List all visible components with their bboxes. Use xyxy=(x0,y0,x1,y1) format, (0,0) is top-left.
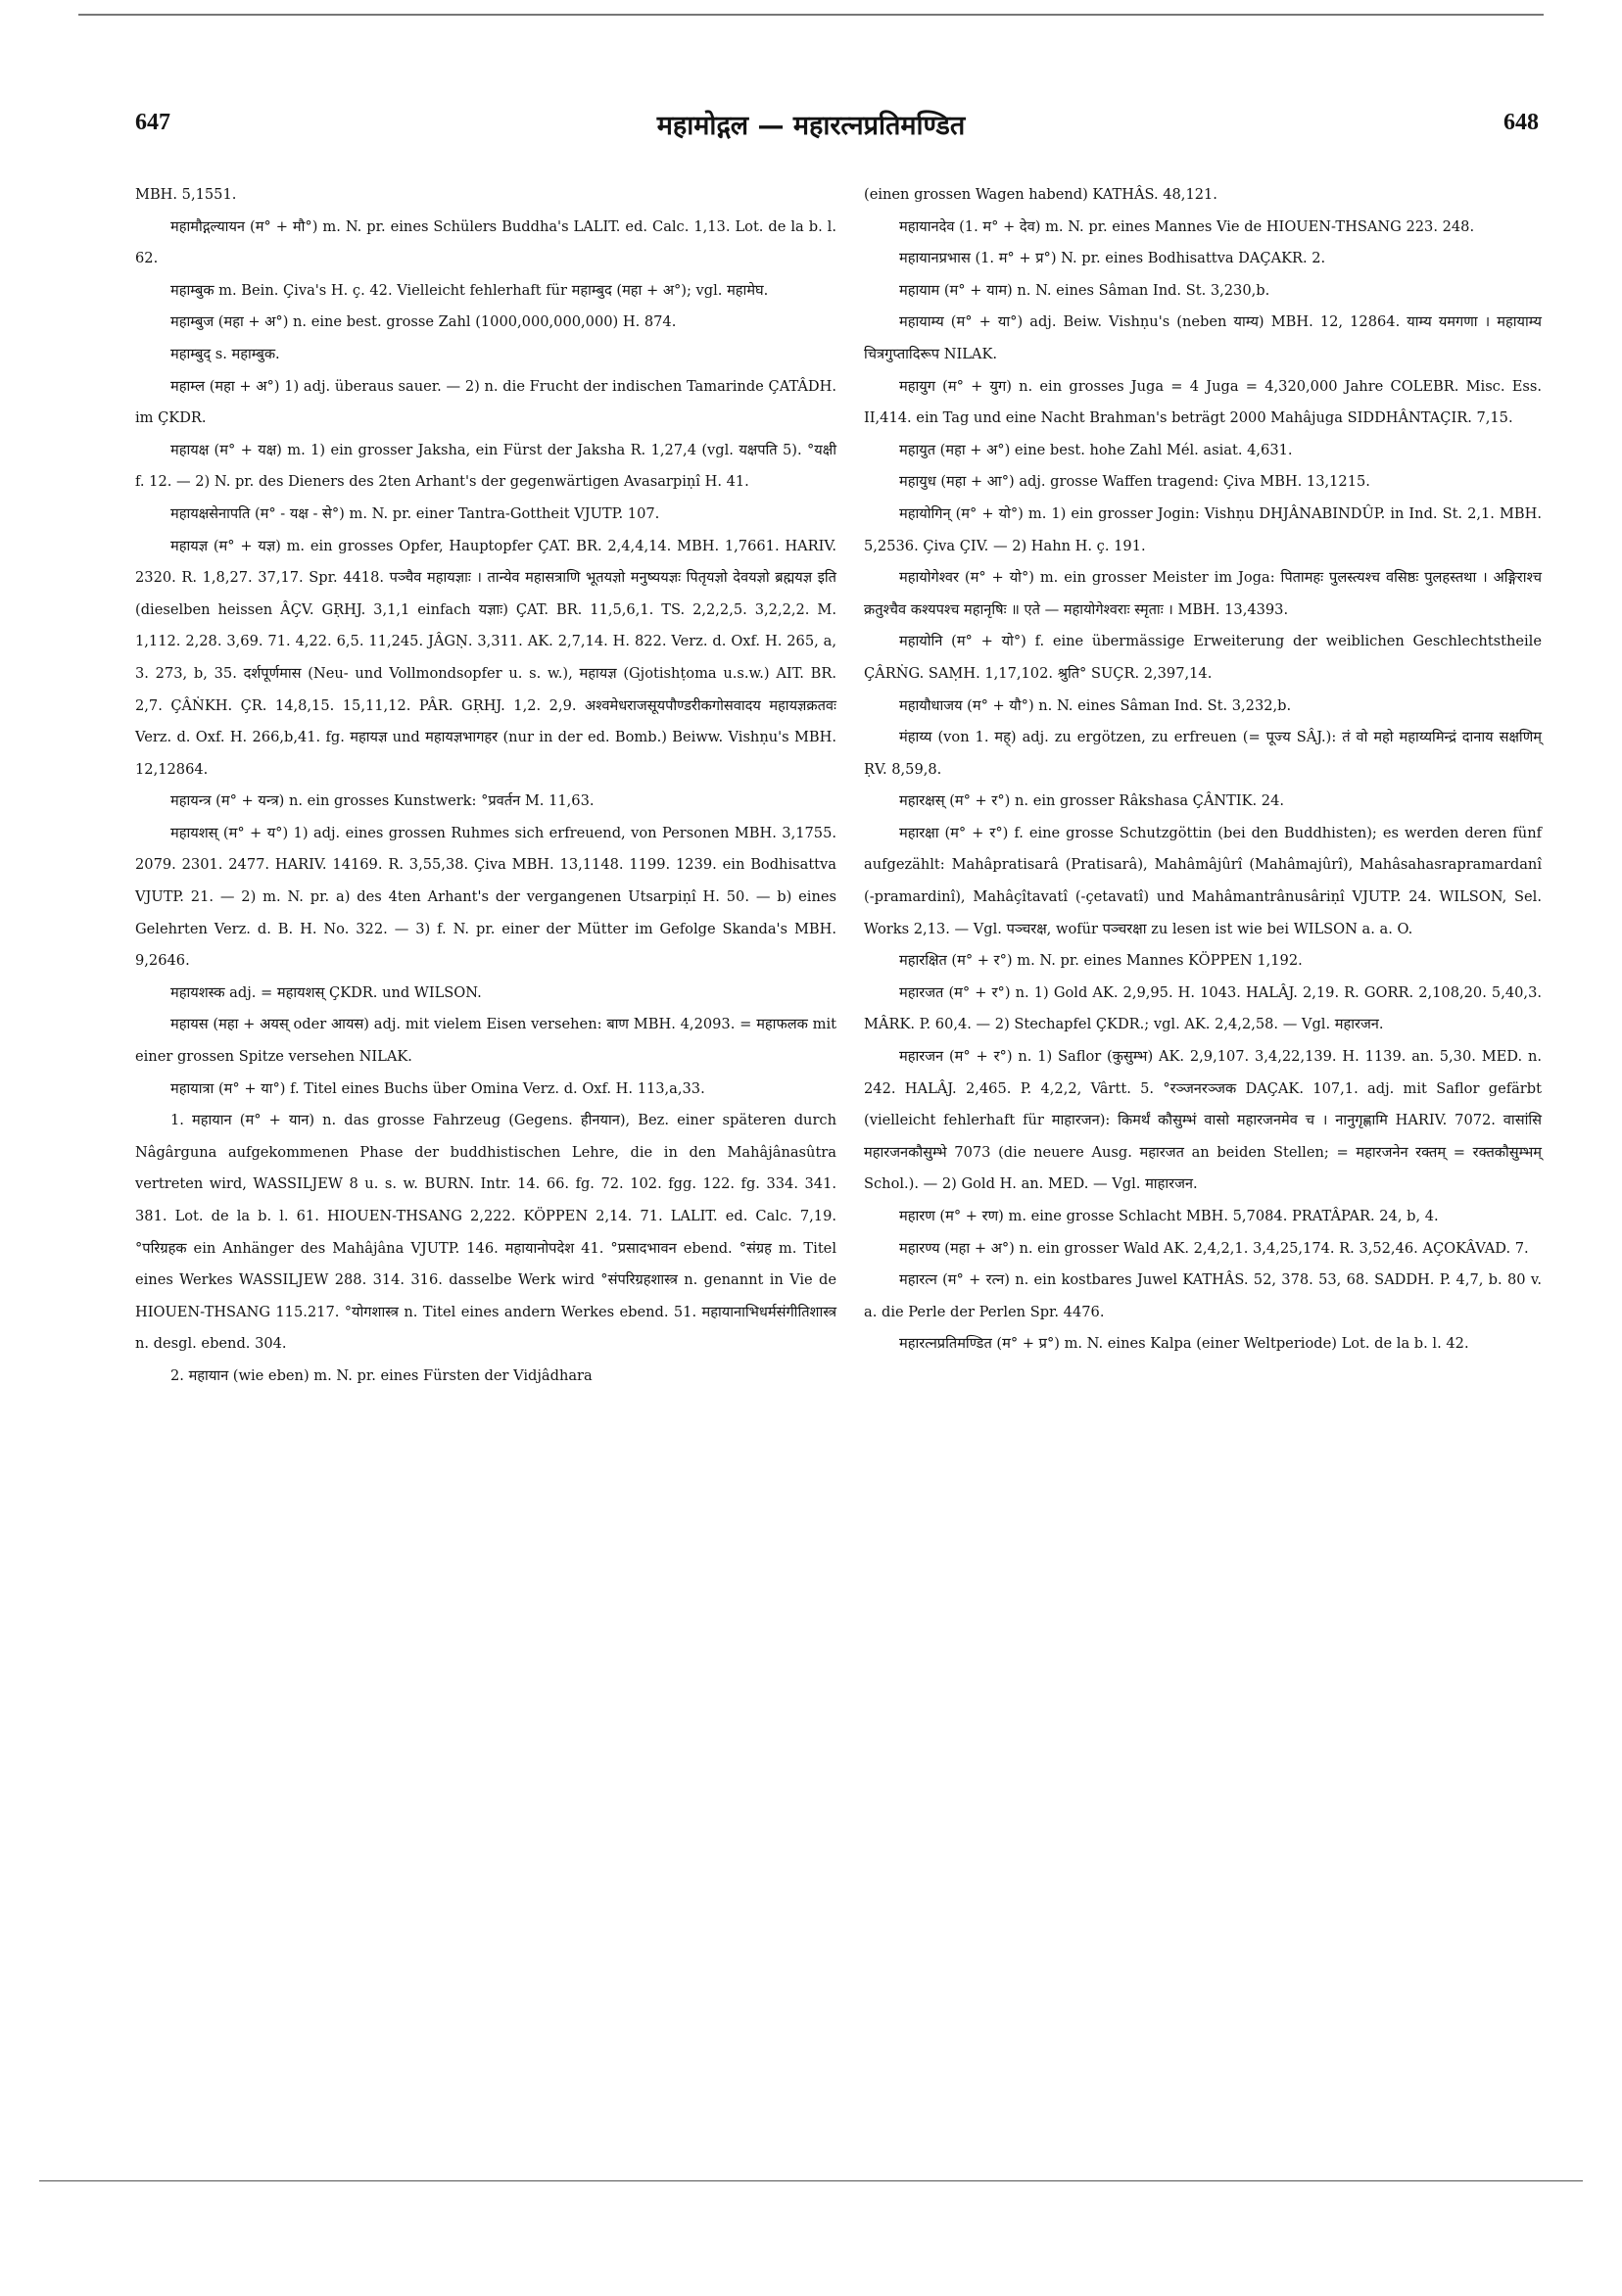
entry-continuation: MBH. 5,1551. xyxy=(135,186,237,203)
entry: मंहाय्य (von 1. मह्) adj. zu ergötzen, zu erfreuen (= पूज्य SÂJ.): तं वो महो महाय्यमिन्द्रं दानाय सक्षणिम् ṚV. 8,59,8. xyxy=(864,729,1542,778)
entry: महायोगिन् (म° + यो°) m. 1) ein grosser Jogin: Vishṇu DHJÂNABINDÛP. in Ind. St. 2,1. MBH. 5,2536. Çiva ÇIV. — 2) Hahn H. ç. 191. xyxy=(864,504,1542,554)
entry: महारजत (म° + र°) n. 1) Gold AK. 2,9,95. H. 1043. HALÂJ. 2,19. R. GORR. 2,108,20. 5,40,3. MÂRK. P. 60,4. — 2) Stechapfel ÇKDR.; vgl. AK. 2,4,2,58. — Vgl. महारजन. xyxy=(864,983,1542,1033)
entry: महाम्बुक m. Bein. Çiva's H. ç. 42. Vielleicht fehlerhaft für महाम्बुद (महा + अ°); vgl. महामेघ. xyxy=(170,281,769,299)
entry: महाम्बुद् s. महाम्बुक. xyxy=(170,345,280,362)
entry: महायन्त्र (म° + यन्त्र) n. ein grosses Kunstwerk: °प्रवर्तन M. 11,63. xyxy=(170,792,595,810)
entry: महायुत (महा + अ°) eine best. hohe Zahl Mél. asiat. 4,631. xyxy=(899,441,1293,458)
entry: महायशस् (म° + य°) 1) adj. eines grossen Ruhmes sich erfreuend, von Personen MBH. 3,1755. 2079. 2301. 2477. HARIV. 14169. R. 3,55,38. Çiva MBH. 13,1148. 1199. 1239. ein Bodhisattva VJUTP. 21. — 2) m. N. pr. a) des 4ten Arhant's der vergangenen Utsarpiṇî H. 50. — b) eines Gelehrten Verz. d. B. H. No. 322. — 3) f. N. pr. einer der Mütter im Gefolge Skanda's MBH. 9,2646. xyxy=(135,824,836,970)
entry: महायोगेश्वर (म° + यो°) m. ein grosser Meister im Joga: पितामहः पुलस्त्यश्च वसिष्ठः पुलहस्तथा । अङ्गिराश्च क्रतुश्चैव कश्यपश्च महानृषिः ॥ एते — महायोगेश्वराः स्मृताः । MBH. 13,4393. xyxy=(864,569,1542,618)
entry: महायक्षसेनापति (म° - यक्ष - से°) m. N. pr. einer Tantra-Gottheit VJUTP. 107. xyxy=(170,504,660,522)
entry: महारक्षा (म° + र°) f. eine grosse Schutzgöttin (bei den Buddhisten); es werden deren fünf aufgezählt: Mahâpratisarâ (Pratisarâ), Mahâmâjûrî (Mahâmajûrî), Mahâsahasrapramardanî (-pramardinî), Mahâçîtavatî (-çetavatî) und Mahâmantrânusâriṇî VJUTP. 24. WILSON, Sel. Works 2,13. — Vgl. पञ्चरक्ष, wofür पञ्चरक्षा zu lesen ist wie bei WILSON a. a. O. xyxy=(864,824,1542,937)
page-header xyxy=(0,106,1622,149)
entry: महायाम (म° + याम) n. N. eines Sâman Ind. St. 3,230,b. xyxy=(899,281,1270,299)
entry: महारण्य (महा + अ°) n. ein grosser Wald AK. 2,4,2,1. 3,4,25,174. R. 3,52,46. AÇOKÂVAD. 7. xyxy=(899,1239,1529,1257)
entry: महायात्रा (म° + या°) f. Titel eines Buchs über Omina Verz. d. Oxf. H. 113,a,33. xyxy=(170,1079,705,1097)
entry: महायशस्क adj. = महायशस् ÇKDR. und WILSON. xyxy=(170,983,482,1001)
entry: महायोनि (म° + यो°) f. eine übermässige Erweiterung der weiblichen Geschlechtstheile ÇÂRṄG. SAṂH. 1,17,102. श्रुति° SUÇR. 2,397,14. xyxy=(864,633,1542,682)
entry-continuation: (einen grossen Wagen habend) KATHÂS. 48,121. xyxy=(864,186,1217,203)
entry: 2. महायान (wie eben) m. N. pr. eines Fürsten der Vidjâdhara xyxy=(170,1366,593,1384)
right-page-number: 648 xyxy=(1503,110,1539,135)
entry: महारण (म° + रण) m. eine grosse Schlacht MBH. 5,7084. PRATÂPAR. 24, b, 4. xyxy=(899,1208,1439,1224)
entry: महायस (महा + अयस् oder आयस) adj. mit vielem Eisen versehen: बाण MBH. 4,2093. = महाफलक mit einer grossen Spitze versehen NILAK. xyxy=(135,1016,836,1066)
top-rule xyxy=(78,14,1544,16)
entry: महायज्ञ (म° + यज्ञ) m. ein grosses Opfer, Hauptopfer ÇAT. BR. 2,4,4,14. MBH. 1,7661. HARIV. 2320. R. 1,8,27. 37,17. Spr. 4418. पञ्चैव महायज्ञाः । तान्येव महासत्राणि भूतयज्ञो मनुष्ययज्ञः पितृयज्ञो देवयज्ञो ब्रह्मयज्ञ इति (dieselben heissen ÂÇV. GṚHJ. 3,1,1 einfach यज्ञाः) ÇAT. BR. 11,5,6,1. TS. 2,2,2,5. 3,2,2,2. M. 1,112. 2,28. 3,69. 71. 4,22. 6,5. 11,245. JÂGṆ. 3,311. AK. 2,7,14. H. 822. Verz. d. Oxf. H. 265, a, 3. 273, b, 35. दर्शपूर्णमास (Neu- und Vollmondsopfer u. s. w.), महायज्ञ (Gjotishṭoma u.s.w.) AIT. BR. 2,7. ÇÂṄKH. ÇR. 14,8,15. 15,11,12. PÂR. GṚHJ. 1,2. 2,9. अश्वमेधराजसूयपौण्डरीकगोसवादय महायज्ञक्रतवः Verz. d. Oxf. H. 266,b,41. fg. महायज्ञ und महायज्ञभागहर (nur in der ed. Bomb.) Beiww. Vishṇu's MBH. 12,12864. xyxy=(135,537,836,778)
entry: महाम्बुज (महा + अ°) n. eine best. grosse Zahl (1000,000,000,000) H. 874. xyxy=(170,313,677,331)
entry: महायानदेव (1. म° + देव) m. N. pr. eines Mannes Vie de HIOUEN-THSANG 223. 248. xyxy=(899,217,1475,235)
entry: महायक्ष (म° + यक्ष) m. 1) ein grosser Jaksha, ein Fürst der Jaksha R. 1,27,4 (vgl. यक्षपति 5). °यक्षी f. 12. — 2) N. pr. des Dieners des 2ten Arhant's der gegenwärtigen Avasarpiṇî H. 41. xyxy=(135,441,836,491)
bottom-rule xyxy=(39,2180,1583,2181)
entry: महायुध (महा + आ°) adj. grosse Waffen tragend: Çiva MBH. 13,1215. xyxy=(899,473,1370,491)
entry: महामौद्गल्यायन (म° + मौ°) m. N. pr. eines Schülers Buddha's LALIT. ed. Calc. 1,13. Lot. de la b. l. 62. xyxy=(135,217,836,267)
right-column xyxy=(864,179,1542,1361)
entry: महाम्ल (महा + अ°) 1) adj. überaus sauer. — 2) n. die Frucht der indischen Tamarinde ÇATÂDH. im ÇKDR. xyxy=(135,377,836,427)
entry: महायौधाजय (म° + यौ°) n. N. eines Sâman Ind. St. 3,232,b. xyxy=(899,696,1292,714)
entry: 1. महायान (म° + यान) n. das grosse Fahrzeug (Gegens. हीनयान), Bez. einer späteren durch Nâgârguna aufgekommenen Phase der buddhistischen Lehre, die in den Mahâjânasûtra vertreten wird, WASSILJEW 8 u. s. w. BURN. Intr. 14. 66. fg. 72. 102. fgg. 122. fg. 334. 341. 381. Lot. de la b. l. 61. HIOUEN-THSANG 2,222. KÖPPEN 2,14. 71. LALIT. ed. Calc. 7,19. °परिग्रहक ein Anhänger des Mahâjâna VJUTP. 146. महायानोपदेश 41. °प्रसादभावन ebend. °संग्रह m. Titel eines Werkes WASSILJEW 288. 314. 316. dasselbe Werk wird °संपरिग्रहशास्त्र n. genannt in Vie de HIOUEN-THSANG 115.217. °योगशास्त्र n. Titel eines andern Werkes ebend. 51. महायानाभिधर्मसंगीतिशास्त्र n. desgl. ebend. 304. xyxy=(135,1112,836,1353)
entry: महारजन (म° + र°) n. 1) Saflor (कुसुम्भ) AK. 2,9,107. 3,4,22,139. H. 1139. an. 5,30. MED. n. 242. HALÂJ. 2,465. P. 4,2,2, Vârtt. 5. °रञ्जनरञ्जक DAÇAK. 107,1. adj. mit Saflor gefärbt (vielleicht fehlerhaft für माहारजन): किमर्थं कौसुम्भं वासो महारजनमेव च । नानुगृह्णामि HARIV. 7072. वासांसि महारजनकौसुम्भे 7073 (die neuere Ausg. महारजत an beiden Stellen; = महारजनेन रक्तम् = रक्तकौसुम्भम् Schol.). — 2) Gold H. an. MED. — Vgl. माहारजन. xyxy=(864,1048,1542,1193)
entry: महारत्नप्रतिमण्डित (म° + प्र°) m. N. eines Kalpa (einer Weltperiode) Lot. de la b. l. 42. xyxy=(899,1335,1469,1353)
entry: महारक्षित (म° + र°) m. N. pr. eines Mannes KÖPPEN 1,192. xyxy=(899,952,1303,970)
entry: महायुग (म° + युग) n. ein grosses Juga = 4 Juga = 4,320,000 Jahre COLEBR. Misc. Ess. II,414. ein Tag und eine Nacht Brahman's beträgt 2000 Mahâjuga SIDDHÂNTAÇIR. 7,15. xyxy=(864,377,1542,427)
entry: महारक्षस् (म° + र°) n. ein grosser Râkshasa ÇÂNTIK. 24. xyxy=(899,792,1285,810)
left-column xyxy=(135,179,836,1393)
running-head: महामोद्गल — महारत्नप्रतिमण्डित xyxy=(656,111,966,141)
entry: महारत्न (म° + रत्न) n. ein kostbares Juwel KATHÂS. 52, 378. 53, 68. SADDH. P. 4,7, b. 80 v. a. die Perle der Perlen Spr. 4476. xyxy=(864,1271,1542,1320)
left-page-number: 647 xyxy=(135,110,170,135)
entry: महायानप्रभास (1. म° + प्र°) N. pr. eines Bodhisattva DAÇAKR. 2. xyxy=(899,250,1326,267)
entry: महायाम्य (म° + या°) adj. Beiw. Vishṇu's (neben याम्य) MBH. 12, 12864. याम्य यमगणा । महायाम्य चित्रगुप्तादिरूप NILAK. xyxy=(864,313,1542,362)
